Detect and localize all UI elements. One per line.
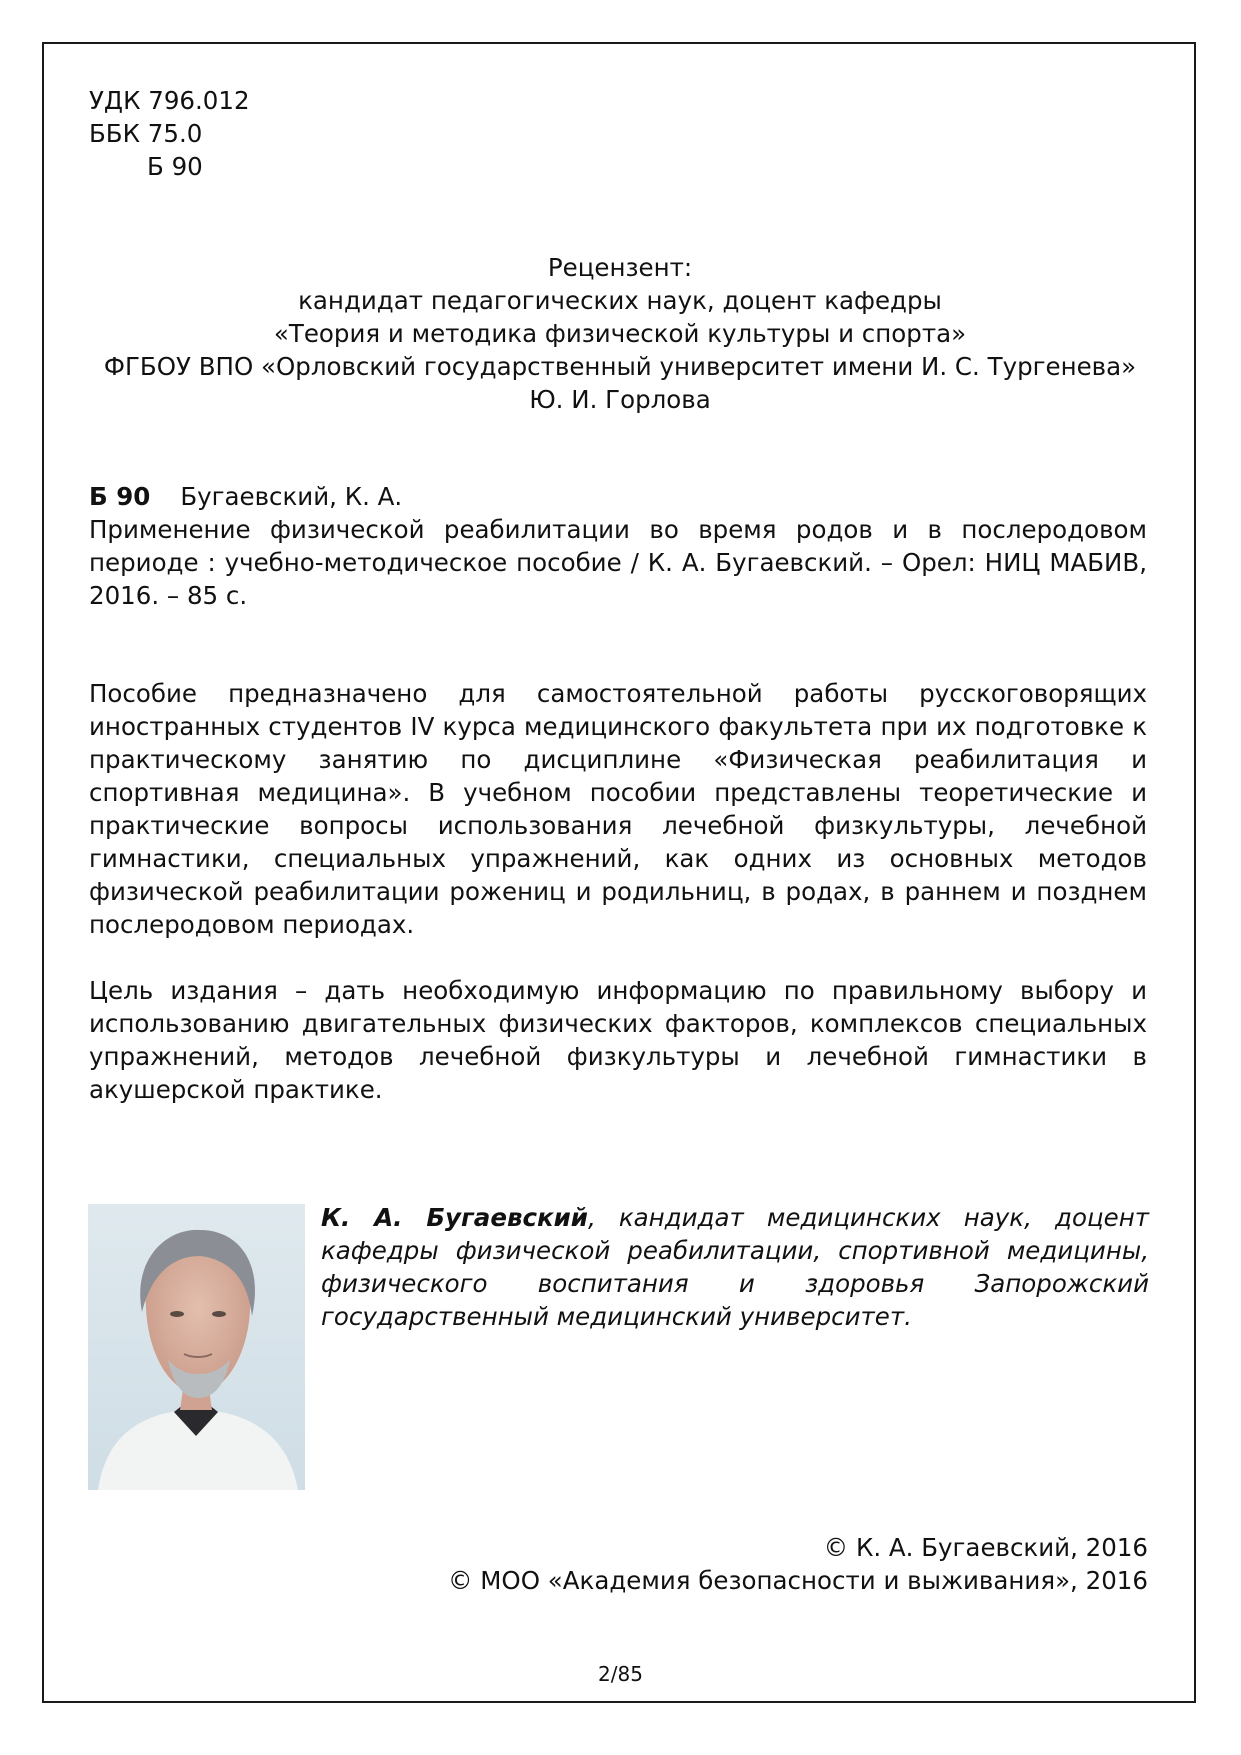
bbk-code: ББК 75.0 <box>89 119 203 148</box>
reviewer-line: кандидат педагогических наук, доцент кафедры <box>298 286 942 315</box>
bibliographic-record <box>89 480 1147 612</box>
page-number: 2/85 <box>598 1662 643 1686</box>
author-description: , кандидат медицинских наук, доцент кафедры физической реабилитации, спортивной медицины, физического воспитания и здоровья Запорожский государственный медицинский университет. <box>321 1203 1149 1331</box>
abstract-block <box>89 677 1147 1106</box>
bibliographic-author: Бугаевский, К. А. <box>180 482 403 511</box>
bibliographic-code: Б 90 <box>89 482 151 511</box>
copyright-block <box>448 1531 1148 1597</box>
udk-code: УДК 796.012 <box>89 86 250 115</box>
abstract-paragraph: Пособие предназначено для самостоятельной работы русскоговорящих иностранных студентов IV курса медицинского факультета при их подготовке к практическому занятию по дисциплине «Физическая реабилитация и спортивная медицина». В учебном пособии представлены теоретические и практические вопросы использования лечебной физкультуры, лечебной гимнастики, специальных упражнений, как одних из основных методов физической реабилитации рожениц и родильниц, в родах, в раннем и позднем послеродовом периодах. <box>89 679 1147 939</box>
bibliographic-heading <box>89 480 1147 513</box>
classification-block <box>89 84 250 183</box>
author-photo <box>88 1204 305 1490</box>
reviewer-name: Ю. И. Горлова <box>529 385 711 414</box>
copyright-publisher: © МОО «Академия безопасности и выживания», 2016 <box>448 1566 1148 1595</box>
copyright-author: © К. А. Бугаевский, 2016 <box>823 1533 1148 1562</box>
reviewer-line: «Теория и методика физической культуры и спорта» <box>273 319 967 348</box>
abstract-paragraph: Цель издания – дать необходимую информацию по правильному выбору и использованию двигательных физических факторов, комплексов специальных упражнений, методов лечебной физкультуры и лечебной гимнастики в акушерской практике. <box>89 976 1147 1104</box>
reviewer-block <box>60 251 1180 416</box>
bibliographic-description: Применение физической реабилитации во время родов и в послеродовом периоде : учебно-методическое пособие / К. А. Бугаевский. – Орел: НИЦ МАБИВ, 2016. – 85 с. <box>89 515 1147 610</box>
author-portrait-illustration <box>88 1204 305 1490</box>
author-name: К. А. Бугаевский <box>321 1203 588 1232</box>
author-mark: Б 90 <box>147 152 203 181</box>
reviewer-line: ФГБОУ ВПО «Орловский государственный университет имени И. С. Тургенева» <box>103 352 1137 381</box>
reviewer-heading: Рецензент: <box>547 253 693 282</box>
author-bio <box>321 1201 1149 1333</box>
